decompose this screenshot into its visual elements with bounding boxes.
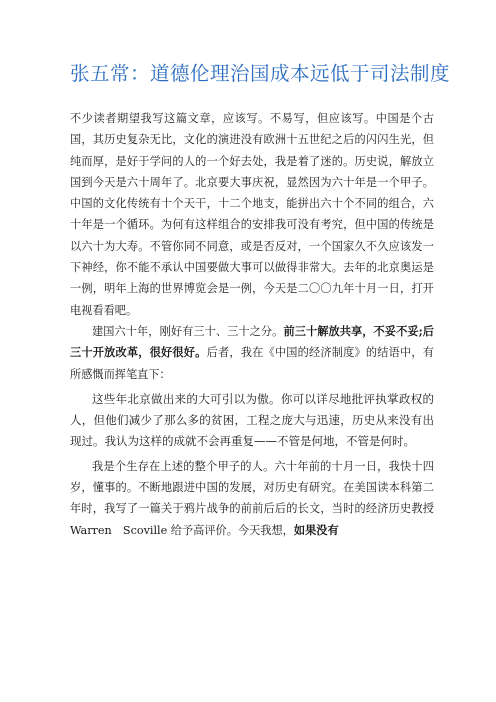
paragraph-intro: 不少读者期望我写这篇文章，应该写。不易写，但应该写。中国是个古国，其历史复杂无比，文化的演进没有欧洲十五世纪之后的闪闪生光，但纯而厚，是好于学问的人的一个好去处，我是着了迷的。历史说，解放立国到今天是六十周年了。北京要大事庆祝，显然因为六十年是一个甲子。中国的文化传统有十个天干，十二个地支，能拼出六十个不同的组合，六十年是一个循环。为何有这样组合的安排我可没有考究，但中国的传统是以六十为大寿。不管你同不同意，或是否反对，一个国家久不久应该发一下神经，你不能不承认中国要做大事可以做得非常大。去年的北京奥运是一例，明年上海的世界博览会是一例，今天是二〇〇九年十月一日，打开电视看看吧。 bbox=[70, 112, 434, 317]
paragraph-personal bbox=[70, 456, 434, 541]
paragraph-personal-bold: 如果没有 bbox=[293, 522, 339, 537]
paragraph-sixty-years-bold: 前三十解放共享，不妥不妥;后三十开放改革，很好很好。 bbox=[70, 323, 434, 360]
paragraph-sixty-years-lead: 建国六十年，刚好有三十、三十之分。 bbox=[92, 324, 284, 338]
article-title: 张五常：道德伦理治国成本远低于司法制度 bbox=[70, 62, 451, 85]
paragraph-sixty-years-tail: 后者，我在《中国的经济制度》的结语中，有所感慨而挥笔直下： bbox=[70, 346, 434, 381]
paragraph-sixty-years bbox=[70, 321, 434, 385]
paragraph-personal-text: 我是个生存在上述的整个甲子的人。六十年前的十月一日，我快十四岁，懂事的。不断地跟进中国的发展，对历史有研究。在美国读本科第二年时，我写了一篇关于鸦片战争的前前后后的长文，当时的经济历史教授 Warren Scoville 给予高评价。今天我想， bbox=[70, 459, 434, 537]
block-quote: 这些年北京做出来的大可引以为傲。你可以详尽地批评执掌政权的人，但他们减少了那么多的贫困，工程之庞大与迅速，历史从来没有出现过。我认为这样的成就不会再重复——不管是何地，不管是何时。 bbox=[70, 391, 434, 449]
